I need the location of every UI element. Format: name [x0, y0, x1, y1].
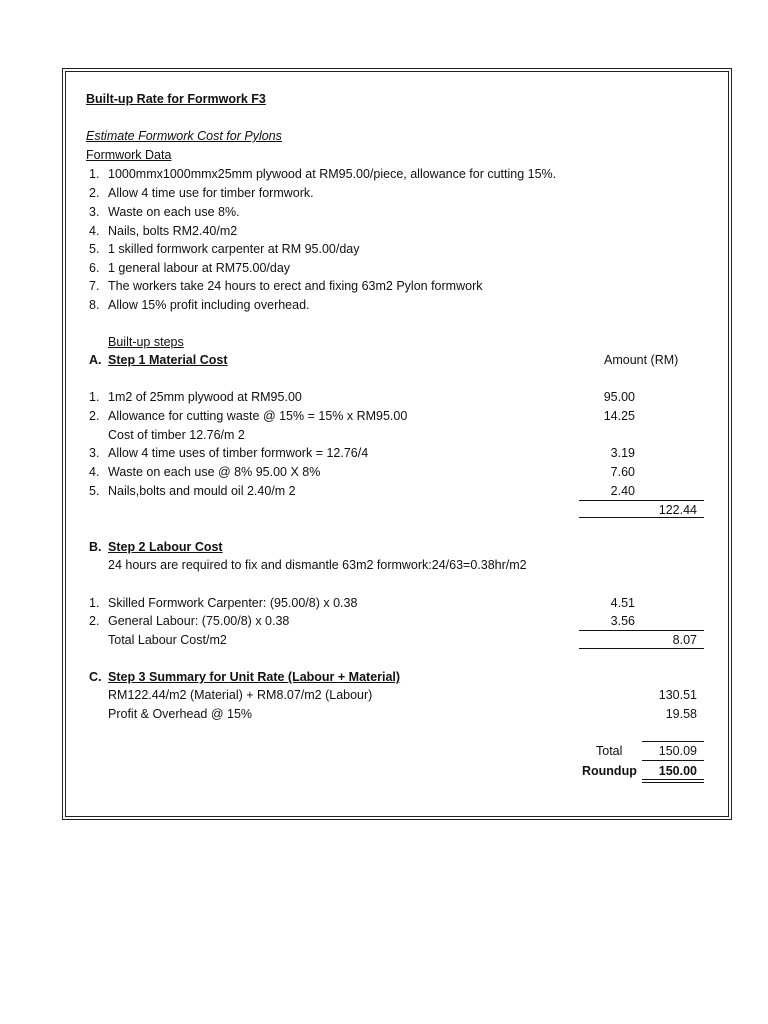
step-b-letter: B.	[89, 540, 102, 554]
step-c-row-text: Profit & Overhead @ 15%	[108, 707, 253, 721]
total-rule	[642, 760, 704, 761]
double-underline	[642, 779, 704, 780]
amount-header: Amount (RM)	[604, 353, 679, 367]
step-a-subtotal: 122.44	[658, 503, 697, 517]
step-a-row-number: 3.	[89, 446, 100, 460]
step-a-row-amount: 14.25	[603, 409, 635, 423]
data-item-number: 4.	[89, 224, 100, 238]
step-b-row-number: 2.	[89, 614, 100, 628]
data-item-number: 5.	[89, 242, 100, 256]
step-a-row-amount: 2.40	[610, 484, 635, 498]
grand-total: 150.09	[658, 744, 697, 758]
subtotal-rule	[579, 630, 704, 631]
step-a-row-number: 5.	[89, 484, 100, 498]
roundup-value: 150.00	[658, 764, 697, 778]
step-b-row-amount: 4.51	[610, 596, 635, 610]
data-item-text: 1 skilled formwork carpenter at RM 95.00/day	[108, 242, 360, 256]
data-item-text: 1000mmx1000mmx25mm plywood at RM95.00/piece, allowance for cutting 15%.	[108, 167, 557, 181]
data-item-text: The workers take 24 hours to erect and fixing 63m2 Pylon formwork	[108, 279, 483, 293]
double-underline	[642, 782, 704, 783]
data-item-text: Allow 15% profit including overhead.	[108, 298, 310, 312]
roundup-label: Roundup	[582, 764, 637, 778]
step-a-row-text: Allowance for cutting waste @ 15% = 15% x RM95.00	[108, 409, 408, 423]
step-c-letter: C.	[89, 670, 102, 684]
document-subtitle: Estimate Formwork Cost for Pylons	[86, 129, 282, 143]
step-c-title: Step 3 Summary for Unit Rate (Labour + Material)	[108, 670, 401, 684]
step-b-row-amount: 3.56	[610, 614, 635, 628]
data-item-text: 1 general labour at RM75.00/day	[108, 261, 291, 275]
step-b-note: 24 hours are required to fix and dismantle 63m2 formwork:24/63=0.38hr/m2	[108, 558, 527, 572]
data-item-text: Allow 4 time use for timber formwork.	[108, 186, 314, 200]
step-a-row-number: 2.	[89, 409, 100, 423]
total-label: Total	[596, 744, 623, 758]
data-item-number: 6.	[89, 261, 100, 275]
steps-heading: Built-up steps	[108, 335, 184, 349]
step-a-letter: A.	[89, 353, 102, 367]
data-item-text: Nails, bolts RM2.40/m2	[108, 224, 238, 238]
step-a-row-text: Allow 4 time uses of timber formwork = 12.76/4	[108, 446, 369, 460]
step-a-row-number: 4.	[89, 465, 100, 479]
step-b-row-number: 1.	[89, 596, 100, 610]
data-item-number: 7.	[89, 279, 100, 293]
step-a-row-number: 1.	[89, 390, 100, 404]
step-c-row-text: RM122.44/m2 (Material) + RM8.07/m2 (Labour)	[108, 688, 373, 702]
step-c-row-amount: 130.51	[658, 688, 697, 702]
step-c-row-amount: 19.58	[665, 707, 697, 721]
total-rule	[642, 741, 704, 742]
step-b-total-label: Total Labour Cost/m2	[108, 633, 227, 647]
data-item-number: 1.	[89, 167, 100, 181]
document-title: Built-up Rate for Formwork F3	[86, 92, 266, 106]
step-b-total: 8.07	[672, 633, 697, 647]
step-a-row-text: Cost of timber 12.76/m 2	[108, 428, 245, 442]
formwork-data-heading: Formwork Data	[86, 148, 172, 162]
step-b-title: Step 2 Labour Cost	[108, 540, 223, 554]
step-a-row-text: Waste on each use @ 8% 95.00 X 8%	[108, 465, 321, 479]
step-a-row-text: Nails,bolts and mould oil 2.40/m 2	[108, 484, 296, 498]
step-b-row-text: General Labour: (75.00/8) x 0.38	[108, 614, 290, 628]
step-a-row-amount: 3.19	[610, 446, 635, 460]
data-item-number: 2.	[89, 186, 100, 200]
subtotal-rule	[579, 517, 704, 518]
step-a-title: Step 1 Material Cost	[108, 353, 228, 367]
subtotal-rule	[579, 648, 704, 649]
step-a-row-text: 1m2 of 25mm plywood at RM95.00	[108, 390, 302, 404]
step-a-row-amount: 95.00	[603, 390, 635, 404]
step-a-row-amount: 7.60	[610, 465, 635, 479]
subtotal-rule	[579, 500, 704, 501]
data-item-text: Waste on each use 8%.	[108, 205, 240, 219]
data-item-number: 8.	[89, 298, 100, 312]
step-b-row-text: Skilled Formwork Carpenter: (95.00/8) x 0.38	[108, 596, 358, 610]
data-item-number: 3.	[89, 205, 100, 219]
